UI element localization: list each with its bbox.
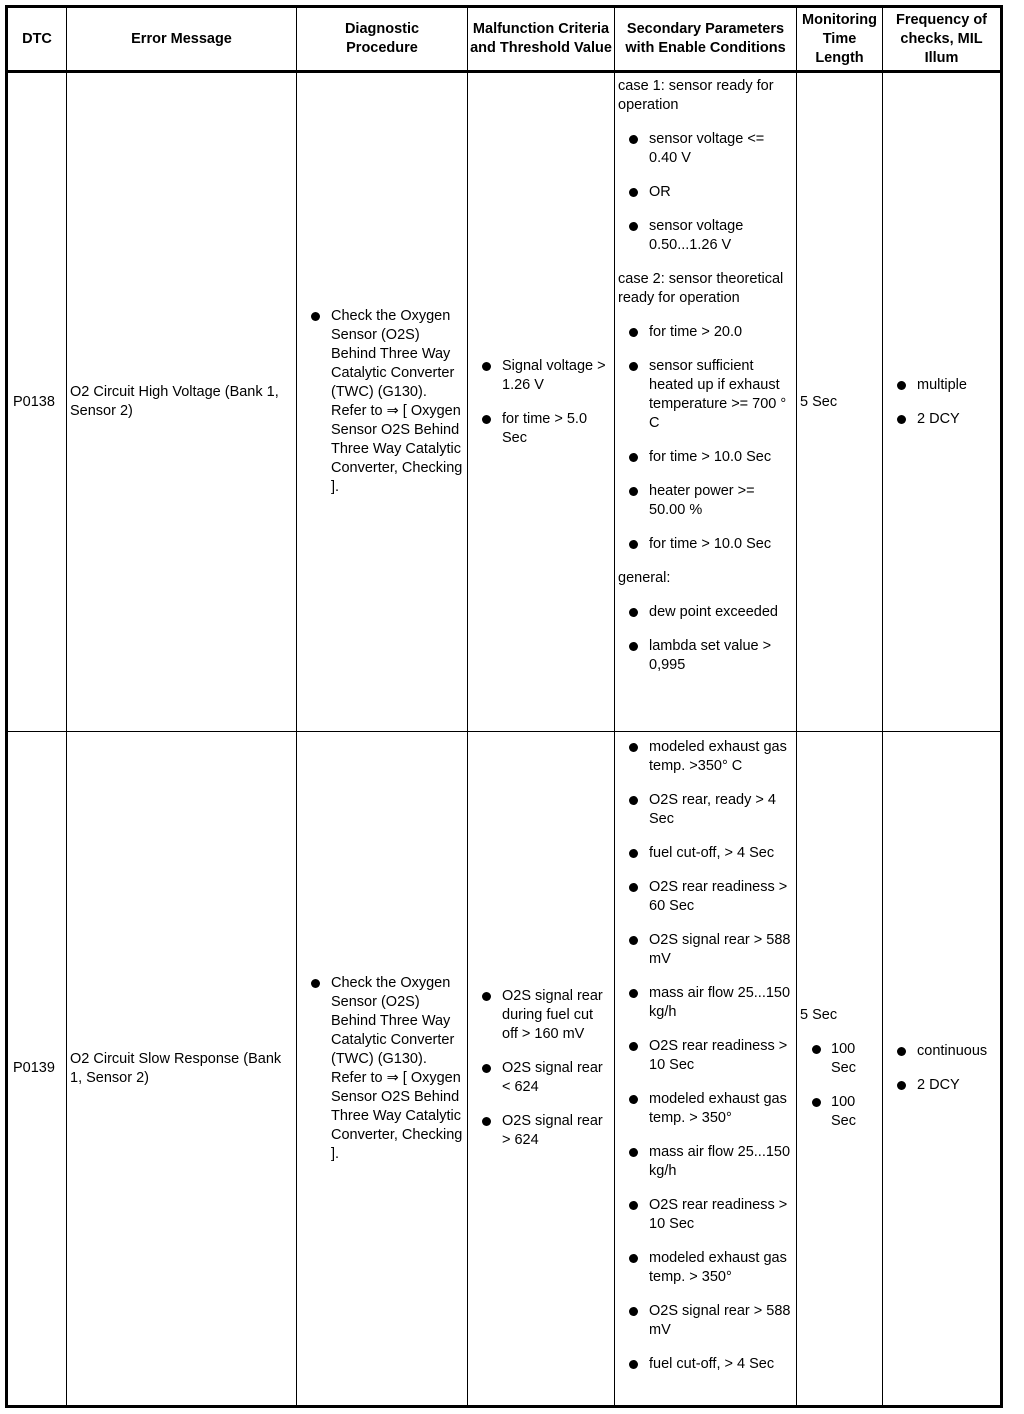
criteria-list [471,987,611,1150]
list-item: dew point exceeded [618,603,793,622]
case-1-label: case 1: sensor ready for operation [618,78,774,113]
secondary-list [618,738,793,1374]
header-malfunction-criteria: Malfunction Criteria and Threshold Value [468,7,615,72]
header-dtc: DTC [7,7,67,72]
list-item: 2 DCY [886,410,997,429]
frequency [883,72,1002,732]
list-item: 100 Sec [800,1040,879,1078]
dtc-table [5,5,1003,1408]
header-secondary-parameters: Secondary Parameters with Enable Conditions [615,7,797,72]
list-item: mass air flow 25...150 kg/h [618,984,793,1022]
list-item: for time > 20.0 [618,323,793,342]
list-item: O2S signal rear during fuel cut off > 160 mV [471,987,611,1044]
list-item: fuel cut-off, > 4 Sec [618,844,793,863]
list-item: multiple [886,376,997,395]
general-label: general: [618,570,671,586]
list-item: O2S rear readiness > 10 Sec [618,1037,793,1075]
header-row [7,7,1002,72]
procedure-list [300,974,464,1164]
list-item: heater power >= 50.00 % [618,482,793,520]
monitoring-time [797,732,883,1407]
list-item: Check the Oxygen Sensor (O2S) Behind Three Way Catalytic Converter (TWC) (G130). Refer to ⇒ [ Oxygen Sensor O2S Behind Three Way Catalytic Converter, Checking ]. [300,307,464,497]
list-item: O2S signal rear > 588 mV [618,931,793,969]
list-item: O2S signal rear < 624 [471,1059,611,1097]
table-row [7,732,1002,1407]
list-item: OR [618,183,793,202]
diagnostic-procedure [297,732,468,1407]
list-item: O2S rear, ready > 4 Sec [618,791,793,829]
list-item: O2S rear readiness > 10 Sec [618,1196,793,1234]
header-error-message: Error Message [67,7,297,72]
diagnostic-procedure [297,72,468,732]
header-frequency: Frequency of checks, MIL Illum [883,7,1002,72]
list-item: sensor voltage <= 0.40 V [618,130,793,168]
general-list [618,603,793,675]
header-monitoring-time: Monitoring Time Length [797,7,883,72]
case-2-label: case 2: sensor theoretical ready for operation [618,271,784,306]
frequency-list [886,1042,997,1095]
list-item: Check the Oxygen Sensor (O2S) Behind Three Way Catalytic Converter (TWC) (G130). Refer to ⇒ [ Oxygen Sensor O2S Behind Three Way Catalytic Converter, Checking ]. [300,974,464,1164]
table-row [7,72,1002,732]
list-item: sensor sufficient heated up if exhaust temperature >= 700 ° C [618,357,793,433]
list-item: O2S signal rear > 624 [471,1112,611,1150]
list-item: mass air flow 25...150 kg/h [618,1143,793,1181]
list-item: sensor voltage 0.50...1.26 V [618,217,793,255]
list-item: Signal voltage > 1.26 V [471,357,611,395]
list-item: for time > 10.0 Sec [618,448,793,467]
criteria-list [471,357,611,448]
frequency [883,732,1002,1407]
malfunction-criteria [468,72,615,732]
error-message: O2 Circuit Slow Response (Bank 1, Sensor 2) [67,732,297,1407]
secondary-parameters [615,732,797,1407]
monitoring-time: 5 Sec [797,72,883,732]
frequency-list [886,376,997,429]
secondary-parameters [615,72,797,732]
list-item: 100 Sec [800,1093,879,1131]
list-item: O2S rear readiness > 60 Sec [618,878,793,916]
list-item: modeled exhaust gas temp. > 350° [618,1090,793,1128]
case-2-list [618,323,793,554]
malfunction-criteria [468,732,615,1407]
dtc-code: P0139 [7,732,67,1407]
list-item: 2 DCY [886,1076,997,1095]
case-1-list [618,130,793,255]
list-item: modeled exhaust gas temp. >350° C [618,738,793,776]
list-item: fuel cut-off, > 4 Sec [618,1355,793,1374]
monitoring-time-value: 5 Sec [800,1007,838,1023]
list-item: for time > 5.0 Sec [471,410,611,448]
list-item: O2S signal rear > 588 mV [618,1302,793,1340]
list-item: modeled exhaust gas temp. > 350° [618,1249,793,1287]
list-item: continuous [886,1042,997,1061]
error-message: O2 Circuit High Voltage (Bank 1, Sensor 2) [67,72,297,732]
monitoring-list [800,1040,879,1131]
dtc-code: P0138 [7,72,67,732]
list-item: for time > 10.0 Sec [618,535,793,554]
list-item: lambda set value > 0,995 [618,637,793,675]
header-diagnostic-procedure: Diagnostic Procedure [297,7,468,72]
procedure-list [300,307,464,497]
